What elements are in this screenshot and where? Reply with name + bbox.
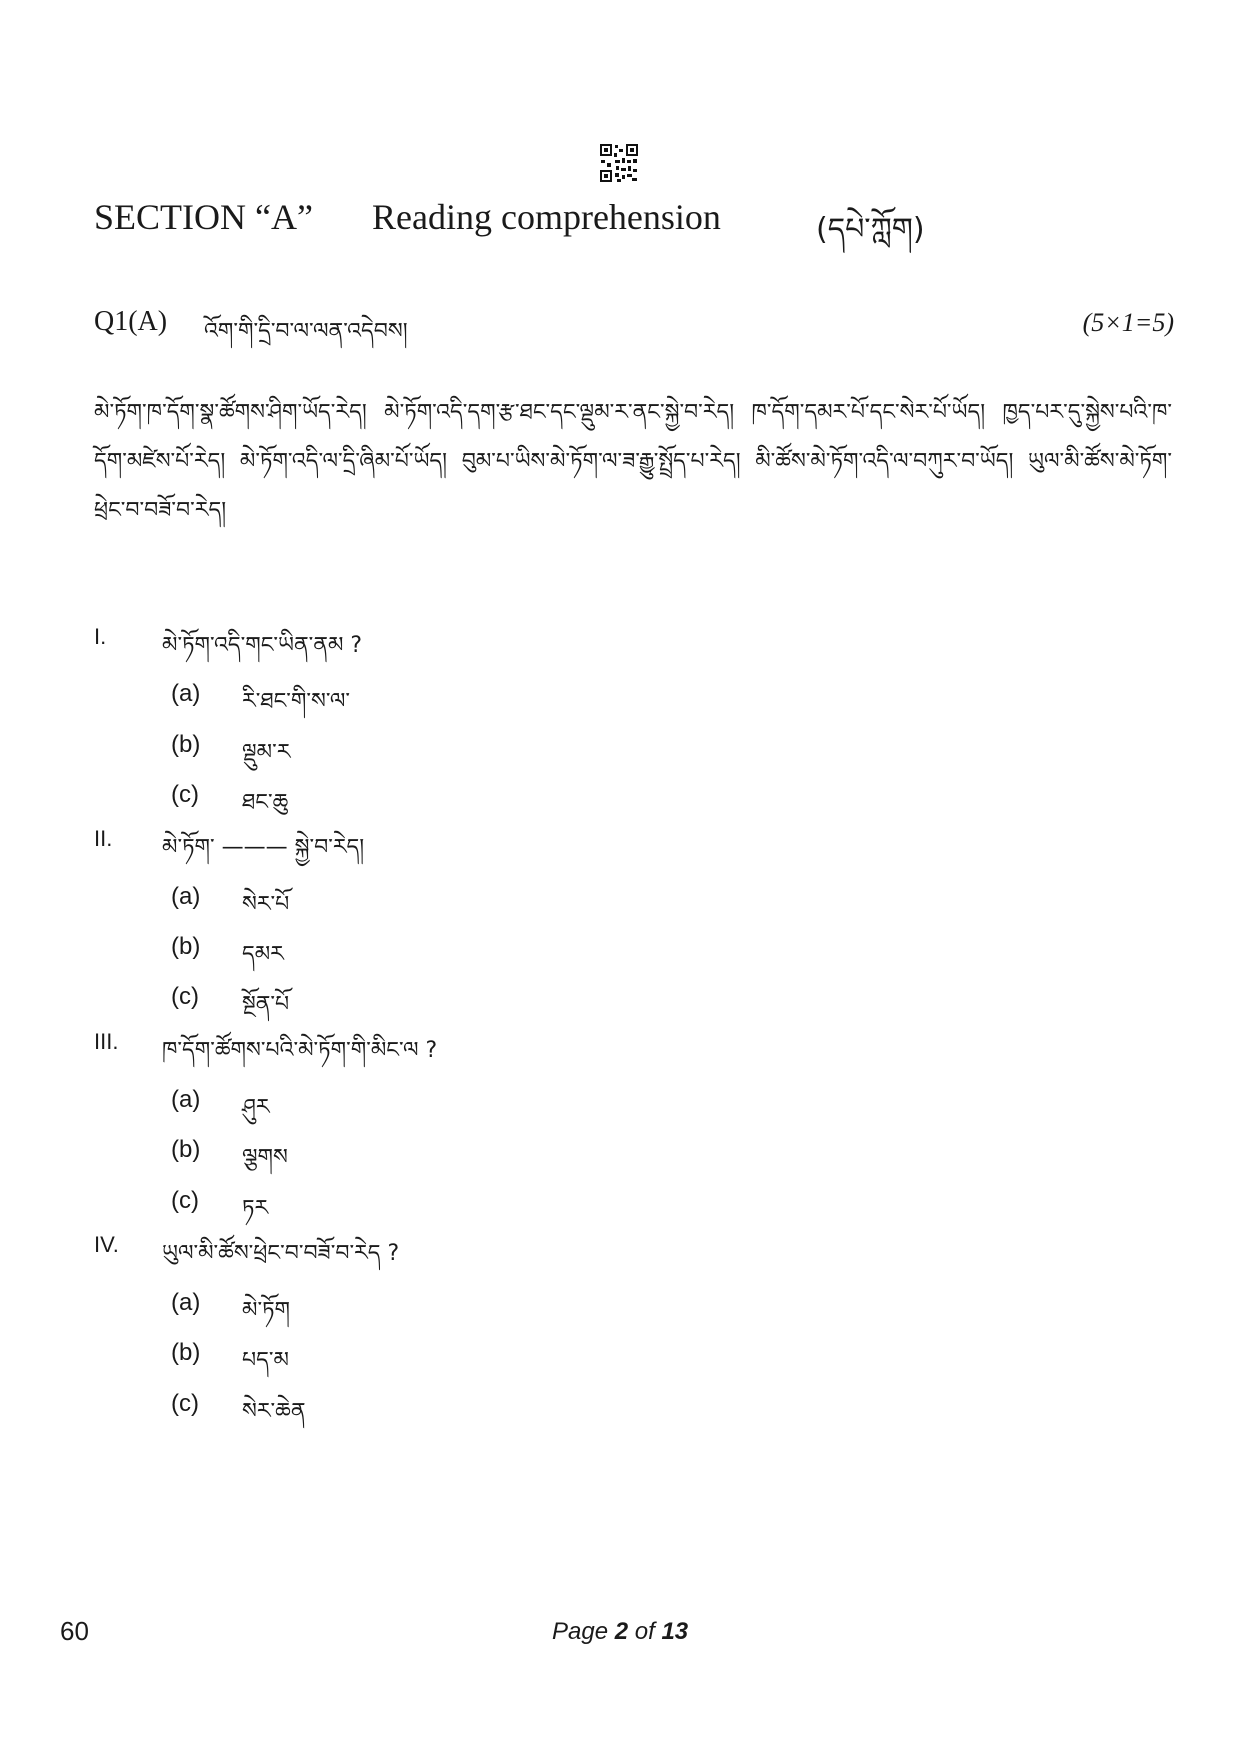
option-label: (a) [171,680,201,707]
option-text: སེར་ཆེན [242,1399,306,1424]
question-number: Q1(A) [94,306,168,337]
option-text: མེ་ཏོག [242,1298,291,1323]
option-b [171,731,671,771]
option-text: རི་ཐང་གི་ས་ལ་ [242,689,350,714]
option-b [171,1136,671,1176]
option-text: སེར་པོ [242,892,290,917]
option-text: ལྡུམ་ར [242,740,291,765]
question-roman: III. [94,1029,119,1054]
option-text: ཐང་ཆུ [242,790,289,815]
question-instruction: འོག་གི་དྲི་བ་ལ་ལན་འདེབས། [204,319,408,344]
page-current: 2 [614,1618,629,1645]
option-text: ཤུར [242,1095,270,1120]
option-a [171,680,671,720]
section-label: SECTION “A” [94,197,313,237]
option-label: (b) [171,1339,201,1366]
question-marks: (5×1=5) [1082,308,1174,337]
option-label: (c) [171,781,199,808]
question-roman: I. [94,624,107,649]
option-text: པད་མ [242,1348,289,1373]
option-label: (a) [171,1289,201,1316]
option-label: (c) [171,983,199,1010]
page-total: 13 [661,1618,689,1645]
section-tibetan-title: (དཔེ་ཀློག) [816,212,925,247]
option-b [171,933,671,973]
option-a [171,1289,671,1329]
section-title: Reading comprehension [372,197,721,237]
page-number [552,1618,688,1646]
option-label: (b) [171,731,201,758]
option-label: (a) [171,883,201,910]
page-of: of [634,1618,655,1645]
option-c [171,781,671,821]
option-c [171,983,671,1023]
option-label: (b) [171,1136,201,1163]
question-stem: ཁ་དོག་ཚོགས་པའི་མེ་ཏོག་གི་མིང་ལ ? [162,1038,438,1063]
section-heading [94,196,1154,246]
question-stem: མེ་ཏོག་འདི་གང་ཡིན་ནམ ? [162,633,363,658]
option-label: (a) [171,1086,201,1113]
question-roman: IV. [94,1232,119,1257]
option-label: (c) [171,1187,199,1214]
option-c [171,1187,671,1227]
reading-passage: མེ་ཏོག་ཁ་དོག་སྣ་ཚོགས་ཤིག་ཡོད་རེད། མེ་ཏོག་འདི་དག་རྩ་ཐང་དང་ལྡུམ་ར་ནང་སྐྱེ་བ་རེད། ཁ་དོག་དམར་པོ་དང་སེར་པོ་ཡོད། ཁྱད་པར་དུ་སྐྱེས་པའི་ཁ་དོག་མཛེས་པོ་རེད། མེ་ཏོག་འདི་ལ་དྲི་ཞིམ་པོ་ཡོད། བུམ་པ་ཡིས་མེ་ཏོག་ལ་ཟ་རྒྱུ་སྤྲོད་པ་རེད། མི་ཚོས་མེ་ཏོག་འདི་ལ་བཀུར་བ་ཡོད། ཡུལ་མི་ཚོས་མེ་ཏོག་ཕྲེང་བ་བཟོ་བ་རེད། [94,400,1172,523]
option-text: སྔོན་པོ [242,992,290,1017]
option-a [171,883,671,923]
option-text: དམར [242,942,284,967]
qr-code-icon [599,143,639,183]
page-word: Page [552,1618,609,1645]
option-label: (c) [171,1390,199,1417]
paper-code: 60 [60,1616,89,1646]
option-text: ལྕགས [242,1145,288,1170]
option-text: ཏར [242,1196,269,1221]
question-stem: མེ་ཏོག་ ——— སྐྱེ་བ་རེད། [162,835,365,860]
option-c [171,1390,671,1430]
option-label: (b) [171,933,201,960]
question-roman: II. [94,826,113,851]
question-stem: ཡུལ་མི་ཚོས་ཕྲེང་བ་བཟོ་བ་རེད ? [162,1241,400,1266]
question-header [94,306,1174,346]
option-b [171,1339,671,1379]
option-a [171,1086,671,1126]
